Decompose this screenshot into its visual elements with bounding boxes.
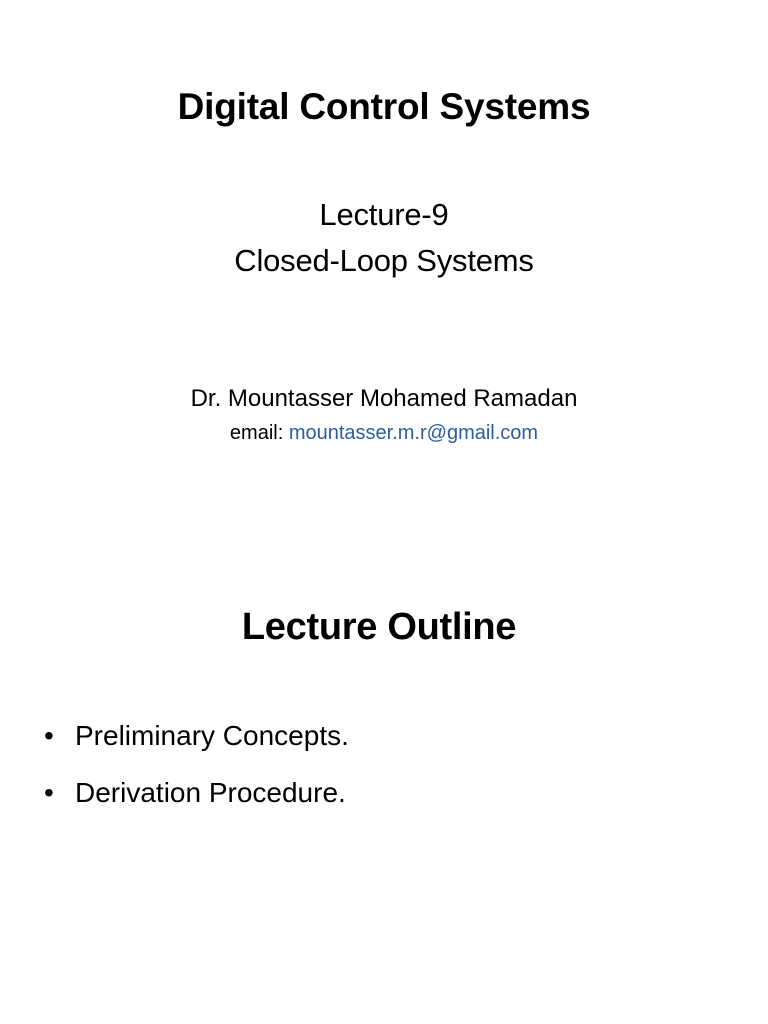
outline-slide xyxy=(0,512,768,1024)
list-item-text: Derivation Procedure. xyxy=(75,777,346,808)
slide-title: Digital Control Systems xyxy=(177,86,591,127)
outline-title: Lecture Outline xyxy=(241,606,517,648)
email-label: email: xyxy=(229,422,284,444)
author-name: Dr. Mountasser Mohamed Ramadan xyxy=(190,385,578,412)
lecture-number: Lecture-9 xyxy=(319,197,449,232)
email-line xyxy=(0,422,768,445)
list-item xyxy=(44,720,349,777)
bullet-icon: • xyxy=(44,777,54,808)
bullet-icon: • xyxy=(44,720,54,751)
lecture-topic: Closed-Loop Systems xyxy=(234,243,534,278)
list-item-text: Preliminary Concepts. xyxy=(75,720,349,751)
email-link[interactable]: mountasser.m.r@gmail.com xyxy=(288,422,539,444)
list-item xyxy=(44,777,349,834)
outline-list xyxy=(44,720,349,834)
